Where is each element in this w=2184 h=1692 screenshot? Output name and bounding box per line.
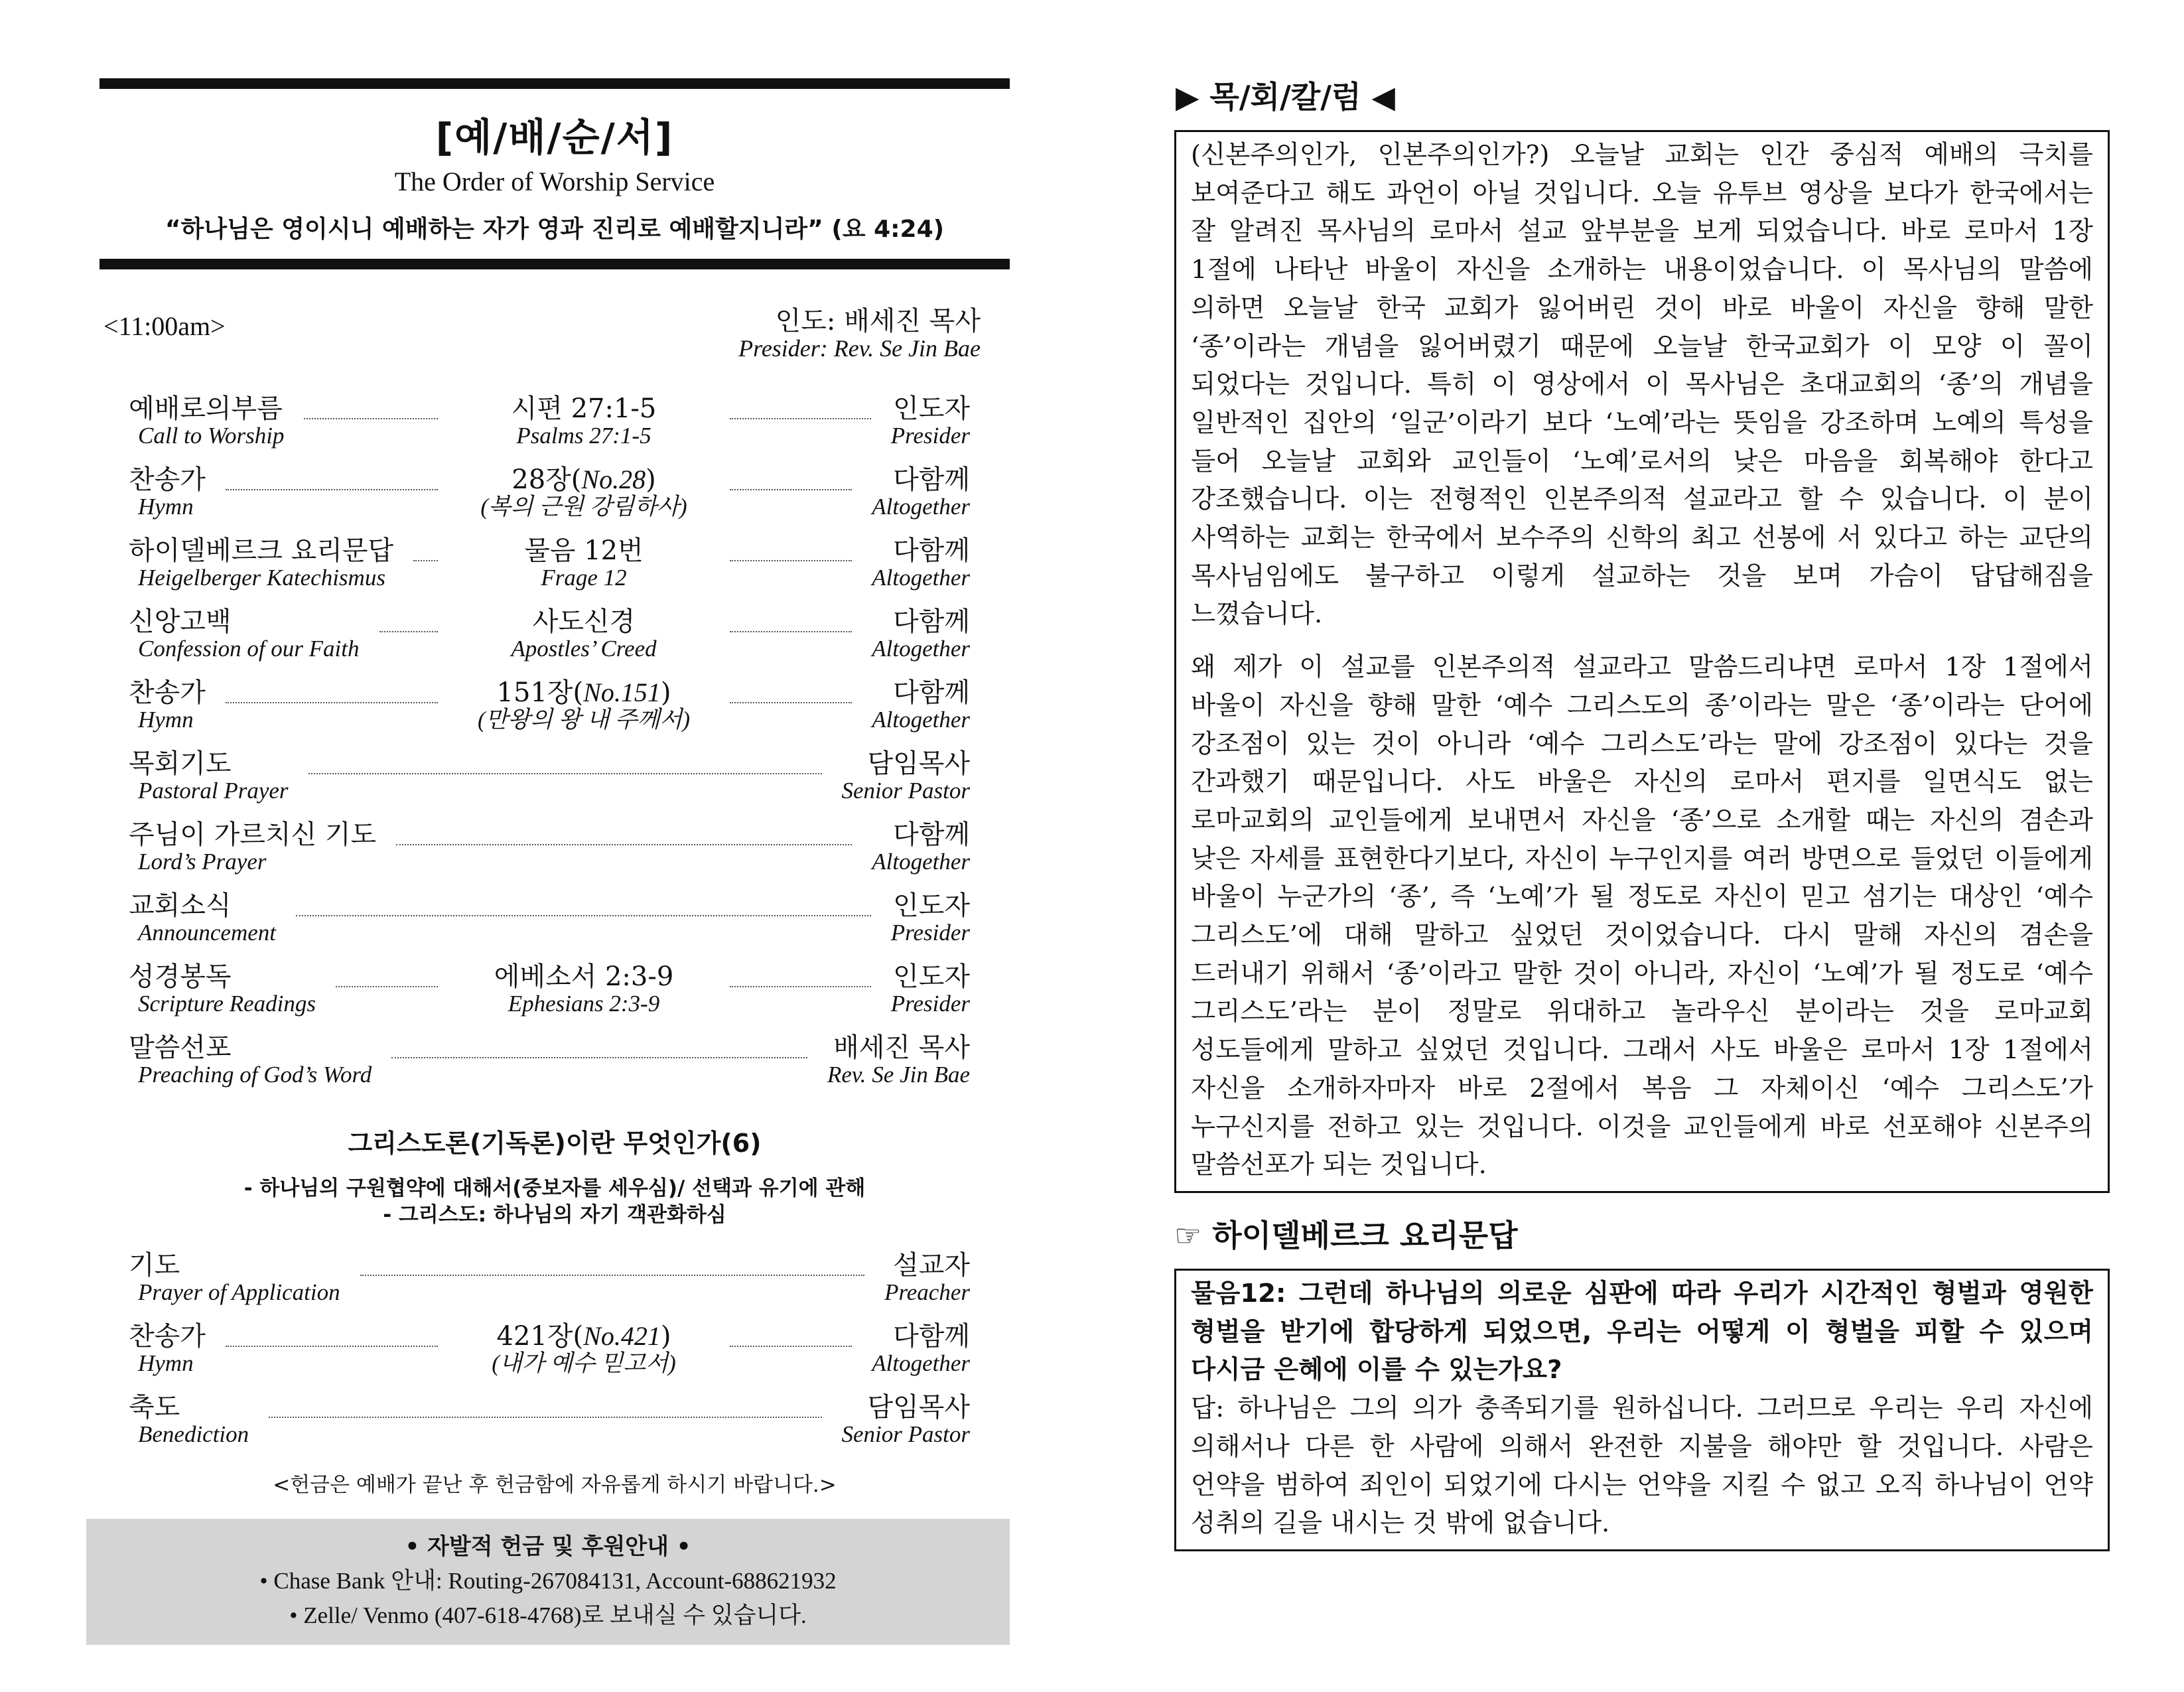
item-title-ko: 말씀선포 [129,1032,232,1063]
item-role [872,465,970,520]
leader-dots [730,631,852,632]
item-detail [458,962,710,1017]
item-title [129,1033,372,1088]
item-title-ko: 목회기도 [129,748,232,779]
item-role [872,607,970,662]
right-page [1174,73,2110,1551]
item-title-ko: 신앙고백 [129,606,232,637]
item-title-en: Heigelberger Katechismus [138,565,385,591]
item-detail [458,394,710,449]
item-title [129,1393,249,1447]
worship-item-7 [100,891,1010,962]
item-title-en: Benediction [138,1421,249,1447]
item-role-en: Altogether [872,565,970,591]
item-detail-en: Psalms 27:1-5 [516,423,651,449]
item-title-en: Hymn [138,1350,194,1376]
item-title-en: Call to Worship [138,423,285,449]
order-of-worship [100,78,1010,1645]
item-role-en: Preacher [884,1279,970,1305]
item-detail-ko: 에베소서 2:3-9 [494,961,674,992]
item-role [827,1033,970,1088]
closing-item-1 [100,1322,1010,1393]
leader-dots [226,1346,438,1347]
item-role [872,1322,970,1376]
item-title-ko: 찬송가 [129,1321,206,1352]
leader-dots [379,631,439,632]
item-role-ko: 담임목사 [867,1392,970,1423]
item-title-ko: 예배로의부름 [129,393,283,424]
item-detail [458,465,710,520]
item-title [129,394,284,449]
item-title-en: Lord’s Prayer [138,849,267,875]
item-title [129,1251,340,1305]
item-role-ko: 다함께 [893,1321,970,1352]
item-role [872,536,970,591]
item-detail-ko: 421장(No.421) [496,1321,671,1352]
item-role-ko: 다함께 [893,819,970,850]
item-title-ko: 찬송가 [129,677,206,708]
column-box [1174,130,2110,1193]
item-title-ko: 성경봉독 [129,961,232,992]
item-title [129,962,316,1017]
worship-item-3 [100,607,1010,678]
item-title-en: Hymn [138,494,194,520]
giving-info-box [86,1519,1010,1645]
item-detail [458,607,710,662]
item-title [129,465,206,520]
item-role [842,1393,970,1447]
sermon-subtitle-line1: - 하나님의 구원협약에 대해서(중보자를 세우심)/ 선택과 유기에 관해 [243,1176,866,1200]
item-title [129,1322,206,1376]
leader-dots [360,1275,864,1276]
item-role-en: Senior Pastor [841,1421,970,1447]
item-title [129,536,393,591]
item-title-ko: 찬송가 [129,464,206,495]
item-role-en: Altogether [872,636,970,662]
item-role-en: Altogether [872,707,970,733]
catechism-answer: 답: 하나님은 그의 의가 충족되기를 원하십니다. 그러므로 우리는 우리 자신에 의해서나 다른 한 사람에 의해서 완전한 지불을 해야만 할 것입니다. 사람은 언약을 범하여 죄인이 되었기에 다시는 언약을 지킬 수 없고 오직 하나님이 언약 성취의 길을 내시는 것 밖에 없습니다. [1191,1393,2093,1539]
leader-dots [269,1417,821,1418]
item-role-ko: 인도자 [893,890,970,921]
item-detail [458,536,710,591]
item-role [891,962,970,1017]
item-title [129,891,276,946]
leader-dots [226,489,438,490]
worship-item-6 [100,820,1010,891]
sermon-subtitle-line2: - 그리스도: 하나님의 자기 객관화하심 [383,1203,726,1227]
presider-info [738,307,981,361]
closing-item-0 [100,1251,1010,1322]
hymn-number: No.28 [581,464,646,494]
hymn-number: No.151 [583,677,661,707]
item-role-en: Altogether [872,1350,970,1376]
item-role [891,891,970,946]
worship-item-8 [100,962,1010,1033]
item-detail-ko: 151장(No.151) [496,677,671,708]
item-title-en: Hymn [138,707,194,733]
leader-dots [336,986,438,987]
item-title-ko: 기도 [129,1250,180,1281]
item-title-en: Pastoral Prayer [138,778,289,804]
leader-dots [730,986,871,987]
item-role-ko: 다함께 [893,677,970,708]
leader-dots [304,418,438,419]
leader-dots [296,915,871,916]
item-title-ko: 교회소식 [129,890,232,921]
item-detail-ko: 사도신경 [532,606,636,637]
closing-item-2 [100,1393,1010,1464]
verse-rule [100,259,1010,269]
item-title [129,678,206,733]
service-time: <11:00am> [103,311,226,341]
item-role-ko: 다함께 [893,464,970,495]
column-heading: ▶ 목/회/칼/럼 ◀ [1176,79,1395,115]
item-role-en: Presider [890,423,970,449]
item-role [891,394,970,449]
item-detail-ko: 물음 12번 [524,535,644,566]
item-title [129,607,360,662]
item-title [129,820,376,875]
leader-dots [730,418,871,419]
leader-dots [730,702,852,703]
leader-dots [226,702,438,703]
item-detail [458,678,710,733]
giving-bank: • Chase Bank 안내: Routing-267084131, Account-688621932 [259,1568,837,1594]
presider-en: Presider: Rev. Se Jin Bae [738,335,981,362]
worship-item-4 [100,678,1010,749]
item-title [129,749,289,804]
item-role-ko: 설교자 [893,1250,970,1281]
worship-item-2 [100,536,1010,607]
item-detail-en: Ephesians 2:3-9 [508,991,660,1017]
item-title-en: Scripture Readings [138,991,316,1017]
leader-dots [413,560,438,561]
item-role-en: Presider [890,991,970,1017]
item-title-ko: 축도 [129,1392,180,1423]
item-detail-en: (복의 근원 강림하사) [480,494,687,520]
item-role-ko: 인도자 [893,961,970,992]
worship-items [100,394,1010,1104]
top-rule [100,78,1010,89]
item-role-en: Rev. Se Jin Bae [827,1062,970,1088]
giving-title: • 자발적 헌금 및 후원안내 • [405,1533,691,1560]
item-title-en: Announcement [138,920,276,946]
item-role [842,749,970,804]
item-detail-en: (만왕의 왕 내 주께서) [477,707,691,733]
service-header [100,307,1010,380]
item-role-ko: 다함께 [893,535,970,566]
worship-items-after-sermon [100,1251,1010,1464]
worship-item-9 [100,1033,1010,1104]
item-role-en: Altogether [872,494,970,520]
offering-note: <헌금은 예배가 끝난 후 헌금함에 자유롭게 하시기 바랍니다.> [273,1473,837,1497]
leader-dots [730,489,852,490]
item-role-en: Presider [890,920,970,946]
column-paragraph-1: (신본주의인가, 인본주의인가?) 오늘날 교회는 인간 중심적 예배의 극치를 보여준다고 해도 과언이 아닐 것입니다. 오늘 유투브 영상을 보다가 한국에서는 잘 알려진 목사님의 로마서 설교 앞부분을 보게 되었습니다. 바로 로마서 1장 1절에 나타난 바울이 자신을 소개하는 내용이었습니다. 이 목사님의 말씀에 의하면 오늘날 한국 교회가 잃어버린 것이 바로 바울이 자신을 향해 말한 ‘종’이라는 개념을 잃어버렸기 때문에 오늘날 한국교회가 이 모양 이 꼴이 되었다는 것입니다. 특히 이 영상에서 이 목사님은 초대교회의 ‘종’의 개념을 일반적인 집안의 ‘일군’이라기 보다 ‘노예’라는 뜻임을 강조하며 노예의 특성을 들어 오늘날 교회와 교인들이 ‘노예’로서의 낮은 마음을 회복해야 한다고 강조했습니다. 이는 전형적인 인본주의적 설교라고 할 수 있습니다. 이 분이 사역하는 교회는 한국에서 보수주의 신학의 최고 선봉에 서 있다고 하는 교단의 목사님임에도 불구하고 이렇게 설교하는 것을 보며 가슴이 답답해짐을 느꼈습니다. [1191,140,2093,630]
item-role-ko: 다함께 [893,606,970,637]
item-role [872,820,970,875]
catechism-question: 물음12: 그런데 하나님의 의로운 심판에 따라 우리가 시간적인 형벌과 영원한 형벌을 받기에 합당하게 되었으면, 우리는 어떻게 이 형벌을 피할 수 있으며 다시금 은혜에 이를 수 있는가요? [1191,1278,2093,1385]
order-verse: “하나님은 영이시니 예배하는 자가 영과 진리로 예배할지니라” (요 4:24) [165,216,945,243]
item-title-en: Prayer of Application [138,1279,340,1305]
leader-dots [308,773,822,774]
item-role [872,678,970,733]
sermon-title: 그리스도론(기독론)이란 무엇인가(6) [348,1129,762,1158]
sermon-subtitle [100,1175,1010,1228]
item-role-ko: 담임목사 [867,748,970,779]
item-detail-en: (내가 예수 믿고서) [492,1350,676,1376]
leader-dots [396,844,852,845]
hymn-number: No.421 [583,1321,661,1351]
leader-dots [730,560,852,561]
item-detail-en: Apostles’ Creed [511,636,657,662]
leader-dots [391,1057,807,1058]
item-role-ko: 인도자 [893,393,970,424]
leader-dots [730,1346,852,1347]
item-detail-ko: 시편 27:1-5 [511,393,657,424]
item-title-ko: 하이델베르크 요리문답 [129,535,394,566]
item-role-ko: 배세진 목사 [833,1032,970,1063]
item-role [884,1251,970,1305]
item-title-en: Confession of our Faith [138,636,360,662]
worship-item-5 [100,749,1010,820]
item-detail [458,1322,710,1376]
item-title-ko: 주님이 가르치신 기도 [129,819,377,850]
item-title-en: Preaching of God’s Word [138,1062,372,1088]
column-paragraph-2: 왜 제가 이 설교를 인본주의적 설교라고 말씀드리냐면 로마서 1장 1절에서 바울이 자신을 향해 말한 ‘예수 그리스도의 종’이라는 말은 ‘종’이라는 단어에 강조점이 있는 것이 아니라 ‘예수 그리스도’라는 말에 강조점이 있다는 것을 간과했기 때문입니다. 사도 바울은 자신의 로마서 편지를 일면식도 없는 로마교회의 교인들에게 보내면서 자신을 ‘종’으로 소개할 때는 자신의 겸손과 낮은 자세를 표현한다기보다, 자신이 누구인지를 여러 방면으로 들었던 이들에게 바울이 누군가의 ‘종’, 즉 ‘노예’가 될 정도로 자신이 믿고 섬기는 대상인 ‘예수 그리스도’에 대해 말하고 싶었던 것이었습니다. 다시 말해 자신의 겸손을 드러내기 위해서 ‘종’이라고 말한 것이 아니라, 자신이 ‘노예’가 될 정도로 ‘예수 그리스도’라는 분이 정말로 위대하고 놀라우신 분이라는 것을 로마교회 성도들에게 말하고 싶었던 것입니다. 그래서 사도 바울은 로마서 1장 1절에서 자신을 소개하자마자 바로 2절에서 복음 그 자체이신 ‘예수 그리스도’가 누구신지를 전하고 있는 것입니다. 이것을 교인들에게 바로 선포해야 신본주의 말씀선포가 되는 것입니다. [1191,652,2093,1180]
item-detail-en: Frage 12 [541,565,627,591]
worship-item-1 [100,465,1010,536]
order-subtitle: The Order of Worship Service [394,167,715,196]
giving-zelle: • Zelle/ Venmo (407-618-4768)로 보내실 수 있습니다. [289,1602,807,1628]
worship-item-0 [100,394,1010,465]
item-detail-ko: 28장(No.28) [512,464,656,495]
catechism-heading: ☞ 하이델베르크 요리문답 [1174,1217,1518,1253]
order-title: [예/배/순/서] [435,115,674,160]
item-role-en: Altogether [872,849,970,875]
presider-ko: 인도: 배세진 목사 [775,306,981,336]
catechism-box [1174,1269,2110,1551]
item-role-en: Senior Pastor [841,778,970,804]
